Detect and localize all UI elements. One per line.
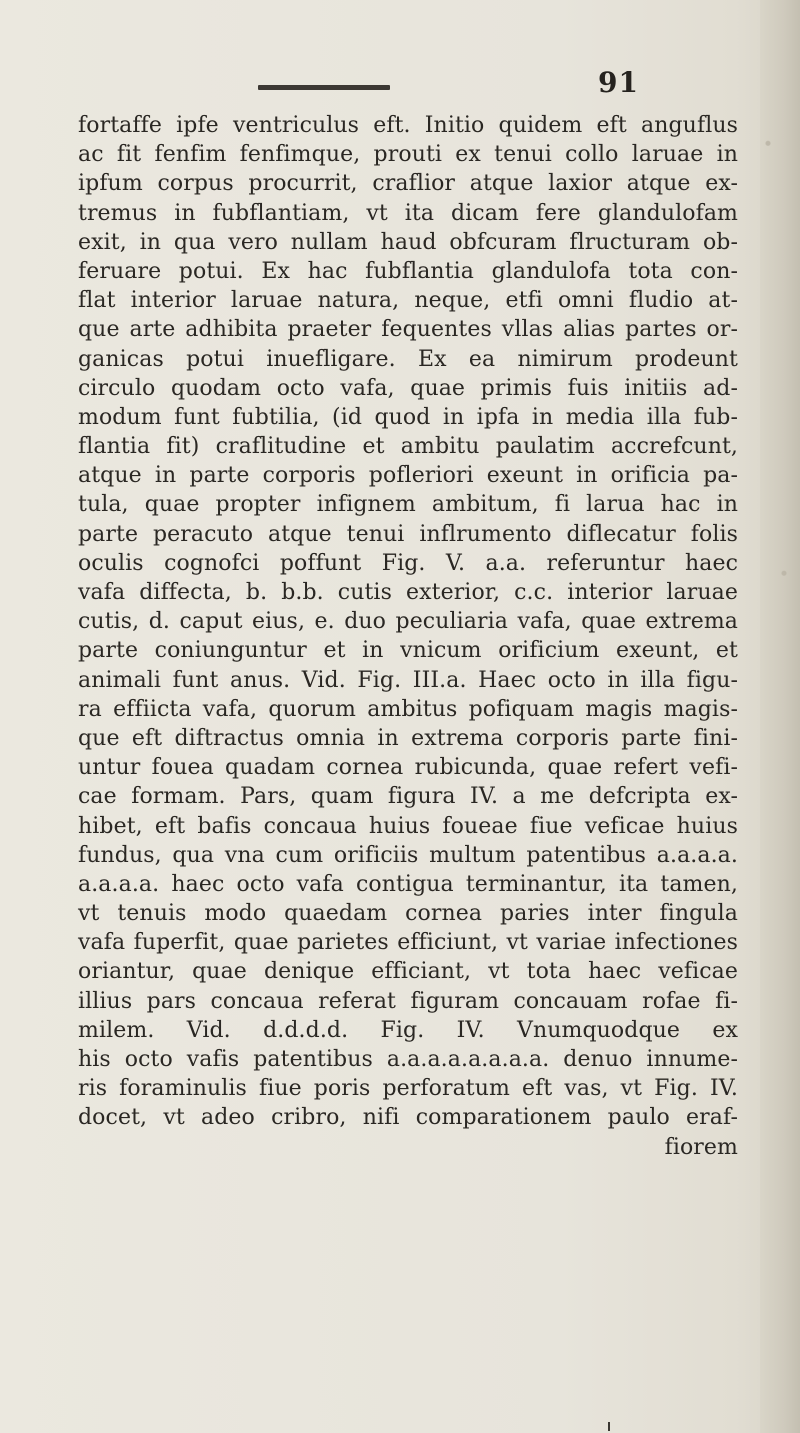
text-line: milem. Vid. d.d.d.d. Fig. IV. Vnumquodque ex [78, 1017, 738, 1043]
text-line: cutis, d. caput eius, e. duo peculiaria vafa, quae extrema [78, 609, 738, 635]
text-line: flantia fit) craflitudine et ambitu paulatim accrefcunt, [78, 434, 738, 460]
text-line: que arte adhibita praeter fequentes vllas alias partes or- [78, 317, 738, 343]
text-line: fortaffe ipfe ventriculus eft. Initio quidem eft anguflus [78, 113, 738, 138]
text-line: ganicas potui inuefligare. Ex ea nimirum prodeunt [78, 346, 738, 372]
text-line: a.a.a.a. haec octo vafa contigua terminantur, ita tamen, [78, 871, 738, 897]
page-edge [760, 0, 800, 1433]
text-line: fundus, qua vna cum orificiis multum patentibus a.a.a.a. [78, 842, 738, 868]
stray-ink-mark [608, 1422, 610, 1431]
text-line: his octo vafis patentibus a.a.a.a.a.a.a.a. denuo innume- [78, 1047, 738, 1072]
body-text [78, 111, 738, 1162]
text-line: tremus in fubflantiam, vt ita dicam fere glandulofam [78, 200, 738, 226]
text-line: cae formam. Pars, quam figura IV. a me defcripta ex- [78, 784, 738, 810]
catchword: fiorem [664, 1134, 738, 1160]
text-line: vafa diffecta, b. b.b. cutis exterior, c.c. interior laruae [78, 580, 738, 605]
page-number: 91 [598, 66, 639, 99]
text-line: untur fouea quadam cornea rubicunda, quae refert vefi- [78, 755, 738, 781]
text-line: docet, vt adeo cribro, nifi comparationem paulo eraf- [78, 1105, 738, 1131]
text-line: hibet, eft bafis concaua huius foueae fiue veficae huius [78, 813, 738, 839]
text-line: ipfum corpus procurrit, craflior atque laxior atque ex- [78, 171, 738, 197]
text-line: ra effiicta vafa, quorum ambitus pofiquam magis magis- [78, 696, 738, 722]
text-line: vafa fuperfit, quae parietes efficiunt, vt variae infectiones [78, 930, 738, 956]
text-line: circulo quodam octo vafa, quae primis fuis initiis ad- [78, 375, 738, 401]
text-line: flat interior laruae natura, neque, etfi omni fludio at- [78, 288, 738, 314]
text-line: modum funt fubtilia, (id quod in ipfa in media illa fub- [78, 404, 738, 430]
text-line: oriantur, quae denique efficiant, vt tota haec veficae [78, 959, 738, 985]
text-line: illius pars concaua referat figuram concauam rofae fi- [78, 988, 738, 1014]
text-line: oculis cognofci poffunt Fig. V. a.a. referuntur haec [78, 550, 738, 576]
text-line: ac fit fenfim fenfimque, prouti ex tenui collo laruae in [78, 142, 738, 168]
text-line: vt tenuis modo quaedam cornea paries inter fingula [78, 901, 738, 927]
text-line: exit, in qua vero nullam haud obfcuram flructuram ob- [78, 229, 738, 255]
text-line: parte peracuto atque tenui inflrumento diflecatur folis [78, 521, 738, 547]
text-line: animali funt anus. Vid. Fig. III.a. Haec octo in illa figu- [78, 667, 738, 693]
text-line: que eft diftractus omnia in extrema corporis parte fini- [78, 725, 738, 751]
header-rule-ornament [258, 85, 390, 90]
text-line: feruare potui. Ex hac fubflantia glandulofa tota con- [78, 258, 738, 284]
text-line: ris foraminulis fiue poris perforatum eft vas, vt Fig. IV. [78, 1076, 738, 1102]
text-line: parte coniunguntur et in vnicum orificium exeunt, et [78, 638, 738, 664]
text-line: tula, quae propter infignem ambitum, fi larua hac in [78, 492, 738, 518]
text-line: atque in parte corporis pofleriori exeunt in orificia pa- [78, 463, 738, 489]
